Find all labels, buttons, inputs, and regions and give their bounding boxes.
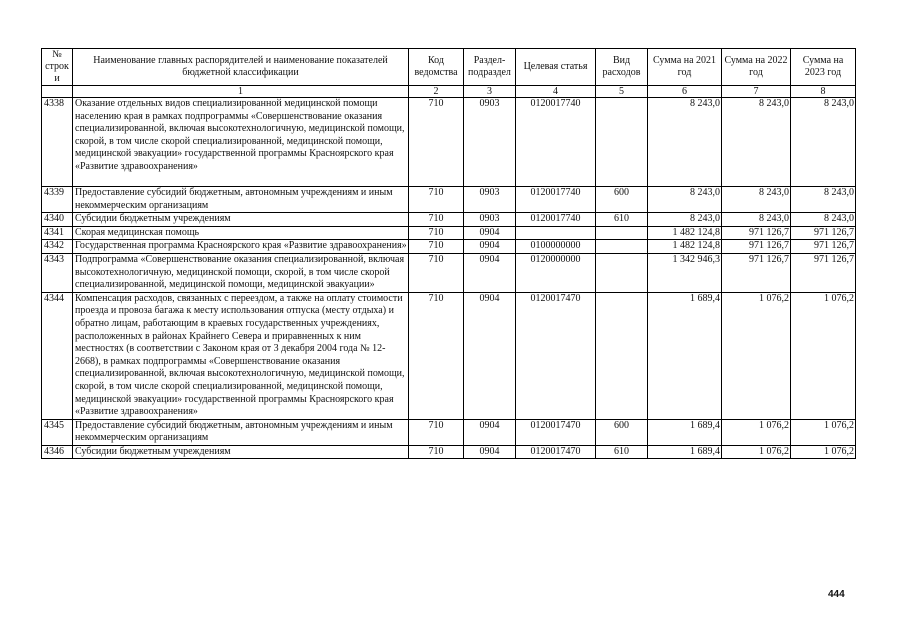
row-dept-code: 710	[409, 213, 464, 227]
row-target-article: 0120017470	[516, 419, 596, 445]
row-target-article: 0120017740	[516, 98, 596, 187]
row-target-article: 0100000000	[516, 240, 596, 254]
row-target-article	[516, 226, 596, 240]
row-number: 4346	[42, 445, 73, 459]
row-sum-2021: 1 689,4	[648, 419, 722, 445]
row-sum-2022: 8 243,0	[722, 213, 791, 227]
row-number: 4344	[42, 292, 73, 419]
header-sum-2023: Сумма на 2023 год	[791, 49, 856, 86]
row-expense-type: 610	[596, 445, 648, 459]
row-sum-2023: 8 243,0	[791, 187, 856, 213]
row-section: 0903	[464, 98, 516, 187]
row-sum-2022: 971 126,7	[722, 226, 791, 240]
row-name: Подпрограмма «Совершенствование оказания специализированной, включая высокотехнологичную, медицинской помощи, скорой, в том числе скорой специализированной, медицинской помощи, медицинской эвакуации»	[73, 253, 409, 292]
row-dept-code: 710	[409, 253, 464, 292]
row-number: 4340	[42, 213, 73, 227]
row-name: Компенсация расходов, связанных с переездом, а также на оплату стоимости проезда и провоза багажа к месту использования отпуска (месту отдыха) и обратно лицам, работающим в краевых государственных учреждениях, расположенных в районах Крайнего Севера и приравненных к ним местностях (в соответствии с Законом края от 3 декабря 2004 года № 12-2668), в рамках подпрограммы «Совершенствование оказания специализированной, включая высокотехнологичную, медицинской помощи, скорой, в том числе скорой специализированной, медицинской помощи, медицинской эвакуации» государственной программы Красноярского края «Развитие здравоохранения»	[73, 292, 409, 419]
row-sum-2022: 1 076,2	[722, 292, 791, 419]
row-dept-code: 710	[409, 419, 464, 445]
table-row	[42, 445, 856, 459]
column-number: 3	[464, 86, 516, 98]
row-sum-2021: 1 342 946,3	[648, 253, 722, 292]
header-expense-type: Вид расходов	[596, 49, 648, 86]
header-sum-2021: Сумма на 2021 год	[648, 49, 722, 86]
row-sum-2023: 971 126,7	[791, 253, 856, 292]
row-name: Предоставление субсидий бюджетным, автономным учреждениям и иным некоммерческим организациям	[73, 187, 409, 213]
row-dept-code: 710	[409, 445, 464, 459]
row-expense-type: 610	[596, 213, 648, 227]
column-number-row	[42, 86, 856, 98]
column-number: 4	[516, 86, 596, 98]
row-section: 0903	[464, 187, 516, 213]
table-row	[42, 253, 856, 292]
row-expense-type	[596, 240, 648, 254]
row-sum-2021: 1 689,4	[648, 292, 722, 419]
table-row	[42, 292, 856, 419]
row-number: 4342	[42, 240, 73, 254]
row-number: 4339	[42, 187, 73, 213]
row-target-article: 0120017470	[516, 445, 596, 459]
header-row-number: № строки	[42, 49, 73, 86]
row-sum-2021: 8 243,0	[648, 98, 722, 187]
table-row	[42, 240, 856, 254]
row-sum-2022: 971 126,7	[722, 240, 791, 254]
row-sum-2023: 8 243,0	[791, 98, 856, 187]
row-expense-type: 600	[596, 419, 648, 445]
header-sum-2022: Сумма на 2022 год	[722, 49, 791, 86]
row-sum-2022: 1 076,2	[722, 445, 791, 459]
table-row	[42, 98, 856, 187]
row-name: Предоставление субсидий бюджетным, автономным учреждениям и иным некоммерческим организациям	[73, 419, 409, 445]
row-section: 0904	[464, 445, 516, 459]
row-sum-2023: 1 076,2	[791, 445, 856, 459]
row-number: 4345	[42, 419, 73, 445]
row-dept-code: 710	[409, 226, 464, 240]
row-name: Субсидии бюджетным учреждениям	[73, 213, 409, 227]
column-number: 5	[596, 86, 648, 98]
table-row	[42, 419, 856, 445]
table-row	[42, 187, 856, 213]
row-dept-code: 710	[409, 240, 464, 254]
row-sum-2022: 1 076,2	[722, 419, 791, 445]
row-section: 0904	[464, 419, 516, 445]
row-sum-2021: 8 243,0	[648, 187, 722, 213]
row-name: Субсидии бюджетным учреждениям	[73, 445, 409, 459]
row-section: 0904	[464, 253, 516, 292]
header-row	[42, 49, 856, 86]
row-name: Оказание отдельных видов специализированной медицинской помощи населению края в рамках подпрограммы «Совершенствование оказания специализированной, включая высокотехнологичную, медицинской помощи, скорой, в том числе скорой специализированной, медицинской помощи, медицинской эвакуации» государственной программы Красноярского края «Развитие здравоохранения»	[73, 98, 409, 187]
column-number: 1	[73, 86, 409, 98]
column-number: 6	[648, 86, 722, 98]
row-section: 0904	[464, 240, 516, 254]
row-sum-2021: 1 482 124,8	[648, 226, 722, 240]
column-number: 7	[722, 86, 791, 98]
row-name: Скорая медицинская помощь	[73, 226, 409, 240]
header-dept-code: Код ведомства	[409, 49, 464, 86]
column-number: 8	[791, 86, 856, 98]
row-target-article: 0120000000	[516, 253, 596, 292]
row-sum-2023: 1 076,2	[791, 292, 856, 419]
row-sum-2023: 971 126,7	[791, 240, 856, 254]
row-sum-2023: 8 243,0	[791, 213, 856, 227]
row-number: 4341	[42, 226, 73, 240]
row-name: Государственная программа Красноярского края «Развитие здравоохранения»	[73, 240, 409, 254]
row-section: 0903	[464, 213, 516, 227]
header-target-article: Целевая статья	[516, 49, 596, 86]
column-number: 2	[409, 86, 464, 98]
row-dept-code: 710	[409, 98, 464, 187]
page-number: 444	[828, 589, 845, 600]
row-expense-type	[596, 292, 648, 419]
row-target-article: 0120017470	[516, 292, 596, 419]
table-row	[42, 213, 856, 227]
row-sum-2023: 971 126,7	[791, 226, 856, 240]
budget-table-container	[41, 48, 855, 459]
row-sum-2021: 1 689,4	[648, 445, 722, 459]
header-section: Раздел-подраздел	[464, 49, 516, 86]
header-name: Наименование главных распорядителей и наименование показателей бюджетной классификации	[73, 49, 409, 86]
table-row	[42, 226, 856, 240]
row-sum-2021: 1 482 124,8	[648, 240, 722, 254]
row-target-article: 0120017740	[516, 187, 596, 213]
row-dept-code: 710	[409, 187, 464, 213]
row-section: 0904	[464, 292, 516, 419]
row-number: 4338	[42, 98, 73, 187]
row-sum-2021: 8 243,0	[648, 213, 722, 227]
row-expense-type: 600	[596, 187, 648, 213]
column-number	[42, 86, 73, 98]
row-sum-2022: 971 126,7	[722, 253, 791, 292]
row-dept-code: 710	[409, 292, 464, 419]
row-expense-type	[596, 226, 648, 240]
row-sum-2022: 8 243,0	[722, 187, 791, 213]
row-expense-type	[596, 98, 648, 187]
row-target-article: 0120017740	[516, 213, 596, 227]
row-sum-2022: 8 243,0	[722, 98, 791, 187]
budget-table	[41, 48, 856, 459]
row-sum-2023: 1 076,2	[791, 419, 856, 445]
row-expense-type	[596, 253, 648, 292]
row-section: 0904	[464, 226, 516, 240]
row-number: 4343	[42, 253, 73, 292]
